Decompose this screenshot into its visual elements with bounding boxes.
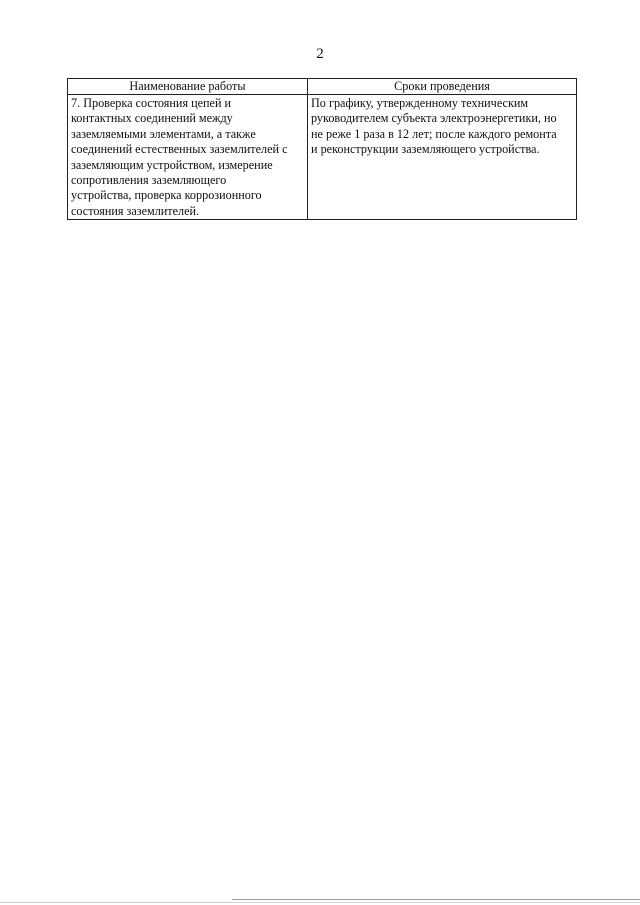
table-header-row [68,79,577,95]
work-line: заземляющим устройством, измерение [71,157,273,172]
work-line: 7. Проверка состояния цепей и [71,96,232,110]
schedule-line: По графику, утвержденному техническим [311,96,529,110]
work-line: состояния заземлителей. [71,203,200,218]
table-row [68,95,577,220]
scan-edge-line [232,899,640,900]
schedule-line: и реконструкции заземляющего устройства. [311,142,540,157]
header-schedule: Сроки проведения [308,79,577,95]
works-table [67,78,577,220]
work-line: заземляемыми элементами, а также [71,126,256,141]
page-number: 2 [316,46,324,62]
schedule-line: руководителем субъекта электроэнергетики, но [311,111,557,126]
header-work-name: Наименование работы [68,79,308,95]
work-line: соединений естественных заземлителей с [71,142,288,157]
work-line: устройства, проверка коррозионного [71,188,262,203]
schedule-cell [308,95,577,220]
work-line: сопротивления заземляющего [71,173,227,188]
scan-edge-line [0,902,640,903]
work-description-cell [68,95,308,220]
schedule-line: не реже 1 раза в 12 лет; после каждого ремонта [311,126,557,141]
work-line: контактных соединений между [71,111,233,126]
